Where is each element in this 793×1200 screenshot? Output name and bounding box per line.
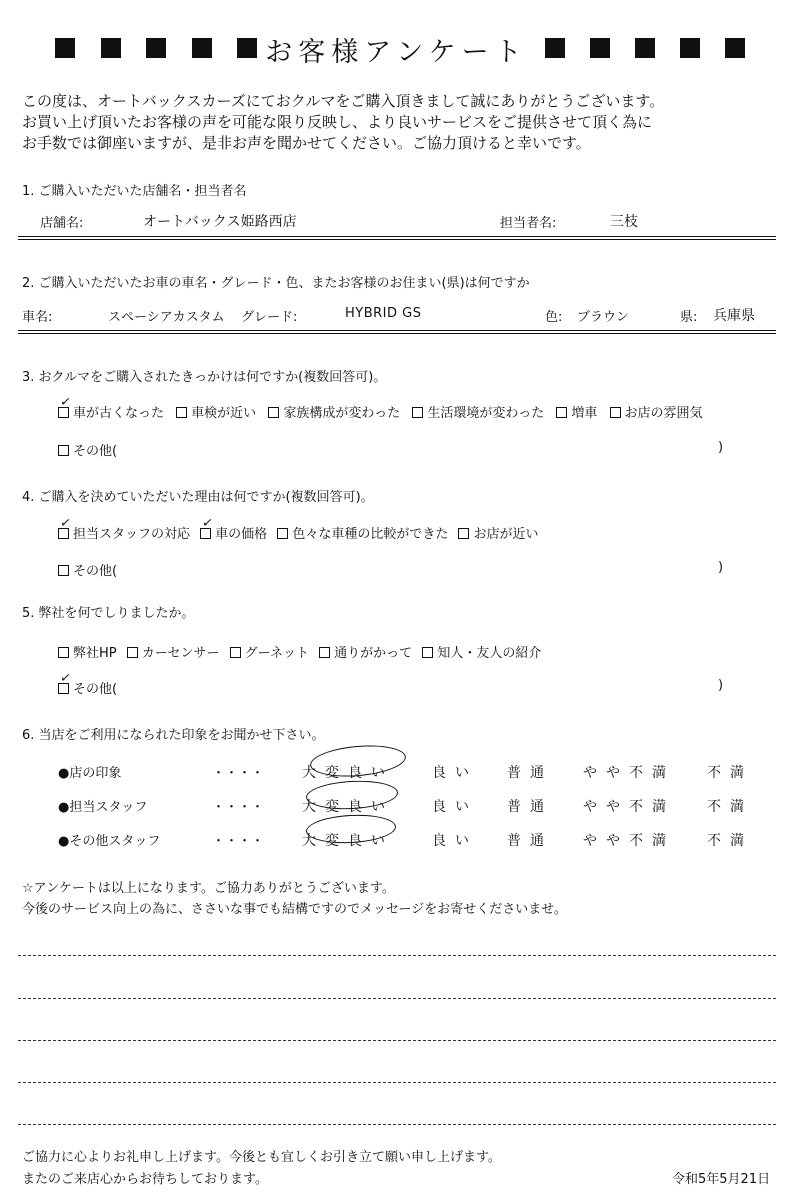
rating-option[interactable]: 良い (432, 799, 478, 815)
checkbox[interactable] (277, 528, 288, 539)
checkbox-option[interactable] (268, 406, 400, 421)
q3-options (58, 394, 703, 421)
intro-line: お買い上げ頂いたお客様の声を可能な限り反映し、より良いサービスをご提供させて頂く為に (22, 113, 653, 131)
footer-line: ご協力に心よりお礼申し上げます。今後とも宜しくお引き立て願い申し上げます。 (22, 1150, 501, 1165)
option-label: グーネット (244, 646, 310, 661)
intro-line: お手数では御座いますが、是非お声を聞かせてください。ご協力頂けると幸いです。 (22, 134, 591, 152)
option-label: 増車 (571, 406, 598, 421)
checkbox[interactable] (422, 647, 433, 658)
rating-option[interactable]: やや不満 (583, 799, 675, 815)
option-label: お店が近い (473, 527, 539, 542)
title-bar (0, 28, 793, 68)
checkbox[interactable] (319, 647, 330, 658)
store-value[interactable]: オートバックス姫路西店 (143, 214, 297, 230)
option-label: 車が古くなった (73, 406, 165, 421)
question-4: 4. ご購入を決めていただいた理由は何ですか(複数回答可)。 (22, 490, 374, 505)
checkbox[interactable] (58, 670, 72, 694)
intro-line: この度は、オートバックスカーズにておクルマをご購入頂きまして誠にありがとうございます。 (22, 92, 665, 110)
message-line[interactable] (18, 955, 776, 956)
rating-option[interactable]: 不満 (707, 765, 753, 781)
question-1: 1. ご購入いただいた店舗名・担当者名 (22, 184, 247, 199)
section-divider (18, 236, 776, 240)
option-label: 車検が近い (191, 406, 257, 421)
check-mark-icon: ✓ (59, 515, 72, 532)
option-label: カーセンサー (141, 646, 220, 661)
checkbox[interactable] (58, 394, 72, 418)
staff-value[interactable]: 三枝 (610, 214, 638, 230)
rating-option[interactable]: 不満 (707, 799, 753, 815)
message-line[interactable] (18, 1124, 776, 1125)
black-square-icon (680, 38, 700, 58)
checkbox[interactable] (556, 407, 567, 418)
checkbox[interactable] (176, 407, 187, 418)
checkbox-option[interactable] (458, 527, 538, 542)
message-line[interactable] (18, 1082, 776, 1083)
checkbox[interactable] (230, 647, 241, 658)
rating-option[interactable]: 良い (432, 833, 478, 849)
q5-other-option[interactable] (58, 670, 118, 697)
q3-other-option[interactable] (58, 440, 117, 459)
rating-option[interactable]: 良い (432, 765, 478, 781)
q3-other-close: ) (718, 440, 724, 455)
dot-leader: ・・・・ (212, 800, 265, 815)
closing-line: 今後のサービス向上の為に、ささいな事でも結構ですのでメッセージをお寄せくださいませ。 (22, 902, 567, 917)
checkbox[interactable] (610, 407, 621, 418)
rating-option[interactable]: 普通 (507, 765, 553, 781)
option-label: 通りがかって (334, 646, 413, 661)
checkbox[interactable] (58, 565, 69, 576)
checkbox-option[interactable] (556, 406, 597, 421)
checkbox-option[interactable] (230, 646, 309, 661)
checkbox-option[interactable] (277, 527, 448, 542)
car-label: 車名: (22, 310, 53, 325)
checkbox-option[interactable] (58, 646, 117, 661)
checkbox-option[interactable] (422, 646, 541, 661)
option-label: 車の価格 (215, 527, 268, 542)
rating-row-label: ●その他スタッフ (58, 834, 161, 849)
other-label: その他( (73, 564, 118, 579)
rating-option[interactable]: 普通 (507, 833, 553, 849)
option-label: 知人・友人の紹介 (437, 646, 542, 661)
rating-option-selected[interactable]: 大変良い (302, 833, 394, 849)
rating-option[interactable]: やや不満 (583, 765, 675, 781)
option-label: 担当スタッフの対応 (73, 527, 191, 542)
rating-option[interactable]: やや不満 (583, 833, 675, 849)
grade-value[interactable]: HYBRID GS (345, 306, 422, 321)
checkbox[interactable] (200, 515, 215, 539)
checkbox[interactable] (58, 647, 69, 658)
checkbox-option[interactable] (127, 646, 220, 661)
checkbox-option[interactable] (610, 406, 703, 421)
rating-option-selected[interactable]: 大変良い (302, 765, 394, 781)
message-line[interactable] (18, 998, 776, 999)
checkbox-option[interactable] (200, 515, 268, 542)
footer-line: またのご来店心からお待ちしております。 (22, 1172, 268, 1187)
other-label: その他( (73, 682, 118, 697)
checkbox[interactable] (268, 407, 279, 418)
q4-other-option[interactable] (58, 560, 117, 579)
page-title: お客様アンケート (265, 37, 528, 68)
prefecture-label: 県: (680, 310, 698, 325)
question-3: 3. おクルマをご購入されたきっかけは何ですか(複数回答可)。 (22, 370, 387, 385)
rating-option-selected[interactable]: 大変良い (302, 799, 394, 815)
grade-label: グレード: (241, 310, 298, 325)
rating-option[interactable]: 普通 (507, 799, 553, 815)
survey-date: 令和5年5月21日 (672, 1172, 771, 1187)
q4-options (58, 515, 539, 542)
closing-line: ☆アンケートは以上になります。ご協力ありがとうございます。 (22, 881, 395, 896)
dot-leader: ・・・・ (212, 834, 265, 849)
color-value[interactable]: ブラウン (577, 310, 630, 325)
q4-other-close: ) (718, 560, 724, 575)
black-square-icon (725, 38, 745, 58)
other-label: その他( (73, 444, 118, 459)
message-line[interactable] (18, 1040, 776, 1041)
checkbox[interactable] (58, 515, 72, 539)
rating-row-label: ●店の印象 (58, 766, 122, 781)
intro-text (22, 91, 664, 154)
checkbox[interactable] (127, 647, 138, 658)
rating-row-label: ●担当スタッフ (58, 800, 148, 815)
checkbox[interactable] (458, 528, 469, 539)
checkbox-option[interactable] (58, 515, 191, 542)
store-label: 店舗名: (40, 216, 84, 231)
option-label: 生活環境が変わった (427, 406, 545, 421)
checkbox[interactable] (58, 445, 69, 456)
checkbox-option[interactable] (176, 406, 256, 421)
dot-leader: ・・・・ (212, 766, 265, 781)
black-square-icon (635, 38, 655, 58)
section-divider (18, 330, 776, 334)
black-square-icon (545, 38, 565, 58)
rating-option[interactable]: 不満 (707, 833, 753, 849)
black-square-icon (590, 38, 610, 58)
checkbox[interactable] (412, 407, 423, 418)
car-value[interactable]: スペーシアカスタム (108, 310, 225, 325)
color-label: 色: (545, 310, 563, 325)
check-mark-icon: ✓ (201, 515, 215, 532)
question-6: 6. 当店をご利用になられた印象をお聞かせ下さい。 (22, 728, 325, 743)
checkbox-option[interactable] (412, 406, 544, 421)
checkbox-option[interactable] (58, 394, 165, 421)
prefecture-value[interactable]: 兵庫県 (713, 308, 755, 324)
option-label: 家族構成が変わった (283, 406, 401, 421)
option-label: 色々な車種の比較ができた (292, 527, 449, 542)
q5-other-close: ) (718, 678, 724, 693)
question-5: 5. 弊社を何でしりましたか。 (22, 606, 195, 621)
checkbox-option[interactable] (319, 646, 412, 661)
option-label: 弊社HP (73, 646, 117, 661)
question-2: 2. ご購入いただいたお車の車名・グレード・色、またお客様のお住まい(県)は何ですか (22, 276, 530, 291)
check-mark-icon: ✓ (59, 394, 72, 411)
q5-options (58, 642, 541, 661)
check-mark-icon: ✓ (59, 670, 72, 687)
staff-label: 担当者名: (500, 216, 557, 231)
option-label: お店の雰囲気 (624, 406, 703, 421)
